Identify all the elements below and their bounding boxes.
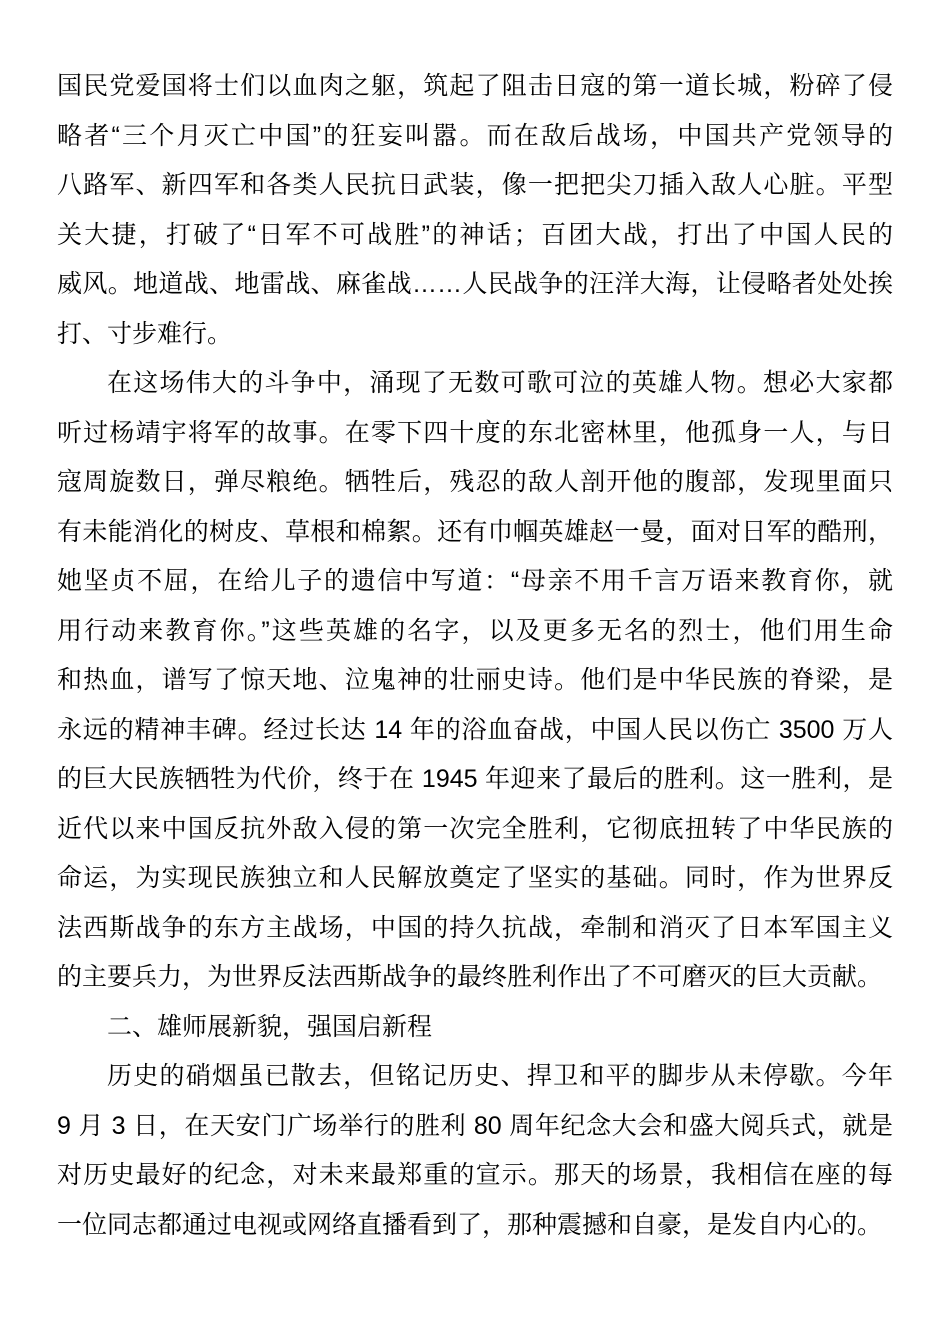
section-heading-text: 二、雄师展新貌，强国启新程 bbox=[107, 1012, 433, 1041]
text-line: 法西斯战争的东方主战场，中国的持久抗战，牵制和消灭了日本军国主义 bbox=[57, 913, 893, 942]
text-line: 国民党爱国将士们以血肉之躯，筑起了阻击日寇的第一道长城，粉碎了侵 bbox=[57, 72, 893, 100]
text-line: 历史的硝烟虽已散去，但铭记历史、捍卫和平的脚步从未停歇。今年 bbox=[107, 1062, 893, 1090]
text-line: 威风。地道战、地雷战、麻雀战……人民战争的汪洋大海，让侵略者处处挨 bbox=[57, 270, 893, 298]
text-line: 关大捷，打破了“日军不可战胜”的神话；百团大战，打出了中国人民的 bbox=[57, 220, 893, 249]
text-line: 八路军、新四军和各类人民抗日武装，像一把把尖刀插入敌人心脏。平型 bbox=[57, 171, 893, 199]
paragraph-commemoration bbox=[57, 1052, 893, 1250]
text-line: 命运，为实现民族独立和人民解放奠定了坚实的基础。同时，作为世界反 bbox=[57, 864, 893, 892]
text-line: 寇周旋数日，弹尽粮绝。牺牲后，残忍的敌人剖开他的腹部，发现里面只 bbox=[57, 468, 893, 496]
paragraph-heroes bbox=[57, 359, 893, 1003]
text-line: 她坚贞不屈，在给儿子的遗信中写道：“母亲不用千言万语来教育你，就 bbox=[57, 567, 893, 595]
text-line: 9 月 3 日，在天安门广场举行的胜利 80 周年纪念大会和盛大阅兵式，就是 bbox=[57, 1111, 893, 1140]
text-line: 和热血，谱写了惊天地、泣鬼神的壮丽史诗。他们是中华民族的脊梁，是 bbox=[57, 666, 893, 694]
text-line: 在这场伟大的斗争中，涌现了无数可歌可泣的英雄人物。想必大家都 bbox=[107, 369, 893, 397]
text-line: 用行动来教育你。”这些英雄的名字，以及更多无名的烈士，他们用生命 bbox=[57, 616, 893, 645]
section-heading-2 bbox=[57, 1003, 893, 1053]
text-line: 对历史最好的纪念，对未来最郑重的宣示。那天的场景，我相信在座的每 bbox=[57, 1161, 893, 1189]
text-line: 近代以来中国反抗外敌入侵的第一次完全胜利，它彻底扭转了中华民族的 bbox=[57, 814, 893, 843]
text-line: 略者“三个月灭亡中国”的狂妄叫嚣。而在敌后战场，中国共产党领导的 bbox=[57, 121, 893, 150]
text-line: 打、寸步难行。 bbox=[57, 319, 233, 348]
paragraph-war-of-resistance-continuation bbox=[57, 62, 893, 359]
text-line: 的主要兵力，为世界反法西斯战争的最终胜利作出了不可磨灭的巨大贡献。 bbox=[57, 963, 883, 991]
document-body bbox=[57, 62, 893, 1250]
text-line: 永远的精神丰碑。经过长达 14 年的浴血奋战，中国人民以伤亡 3500 万人 bbox=[57, 715, 893, 744]
text-line: 听过杨靖宇将军的故事。在零下四十度的东北密林里，他孤身一人，与日 bbox=[57, 418, 893, 447]
text-line: 有未能消化的树皮、草根和棉絮。还有巾帼英雄赵一曼，面对日军的酷刑， bbox=[57, 517, 893, 546]
text-line: 的巨大民族牺牲为代价，终于在 1945 年迎来了最后的胜利。这一胜利，是 bbox=[57, 765, 893, 793]
text-line: 一位同志都通过电视或网络直播看到了，那种震撼和自豪，是发自内心的。 bbox=[57, 1210, 883, 1239]
